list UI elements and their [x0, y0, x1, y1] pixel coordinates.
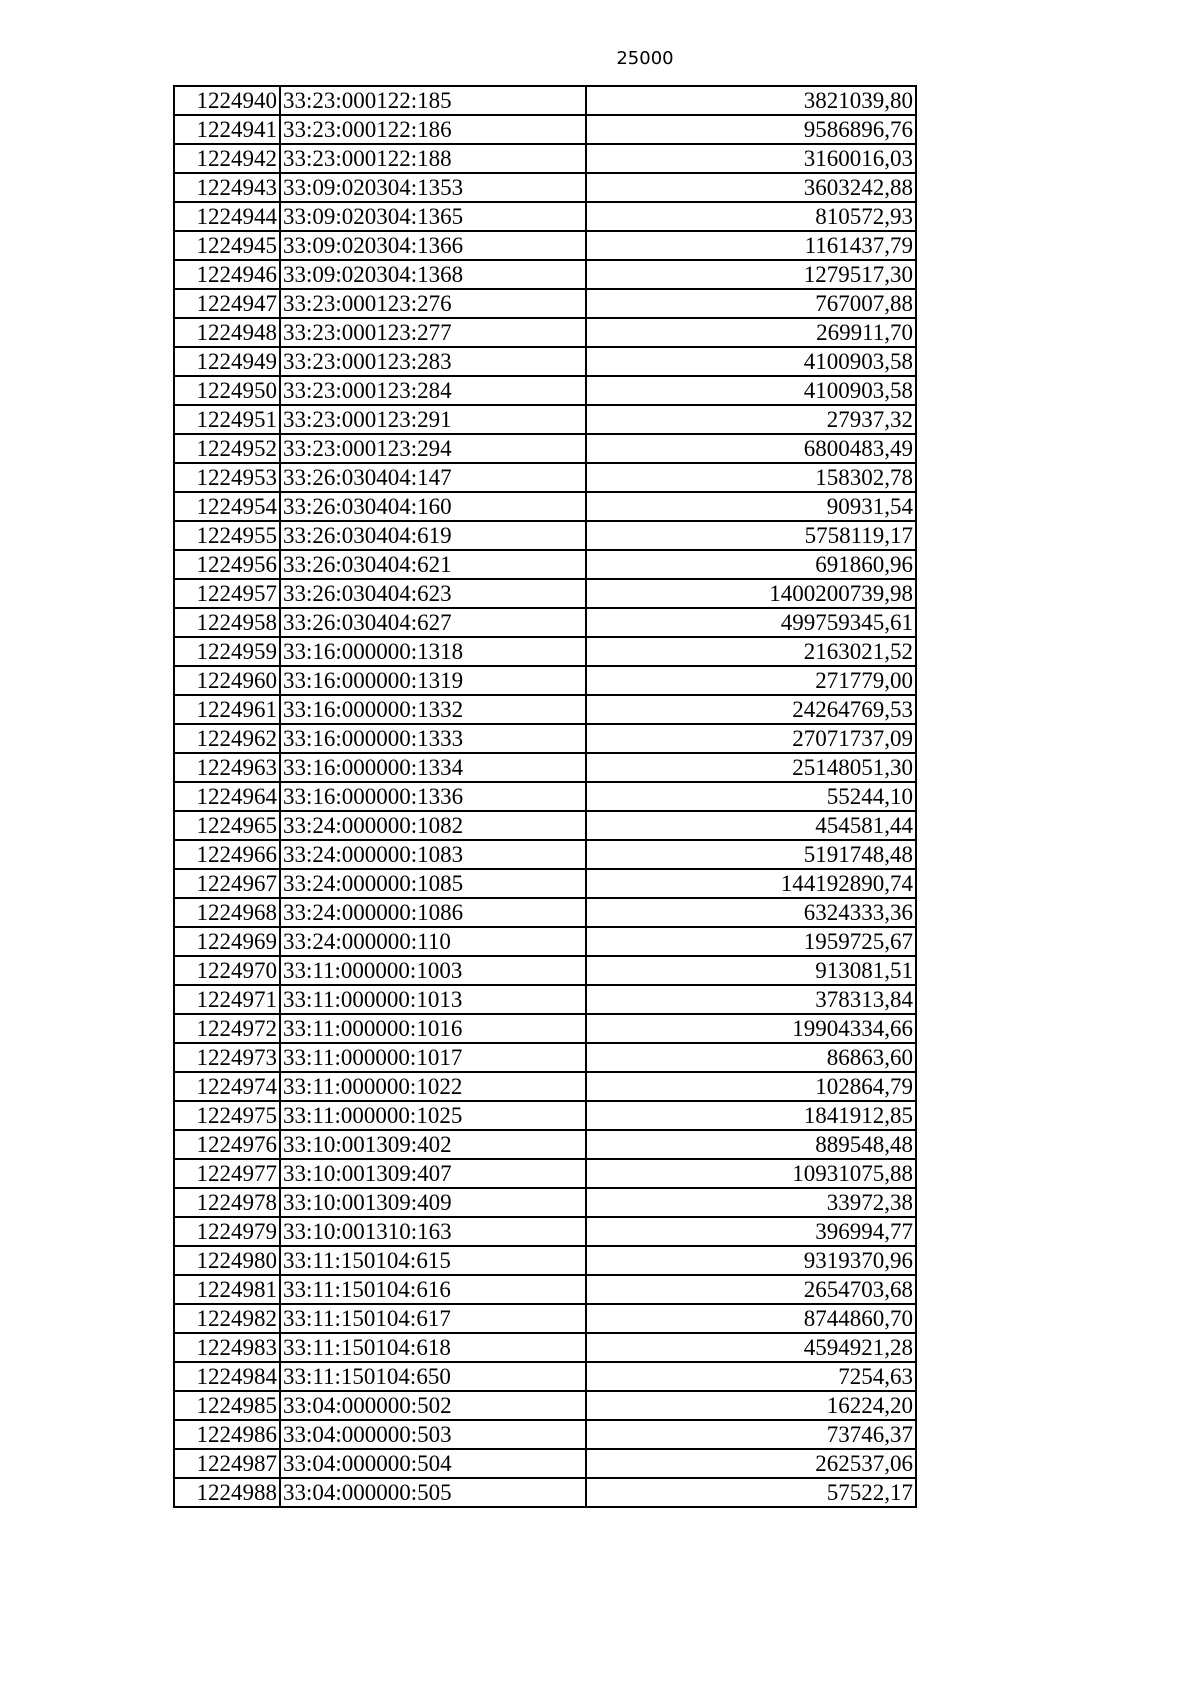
row-number-cell: 1224975: [174, 1101, 280, 1130]
table-row: [174, 869, 916, 898]
cadastral-number-cell: 33:16:000000:1319: [280, 666, 586, 695]
cadastral-number-cell: 33:10:001309:409: [280, 1188, 586, 1217]
cadastral-number-cell: 33:09:020304:1365: [280, 202, 586, 231]
table-row: [174, 637, 916, 666]
cadastral-value-cell: 25148051,30: [586, 753, 916, 782]
table-row: [174, 492, 916, 521]
cadastral-value-cell: 16224,20: [586, 1391, 916, 1420]
cadastral-number-cell: 33:16:000000:1333: [280, 724, 586, 753]
table-row: [174, 898, 916, 927]
table-row: [174, 1188, 916, 1217]
cadastral-number-cell: 33:09:020304:1366: [280, 231, 586, 260]
cadastral-number-cell: 33:04:000000:505: [280, 1478, 586, 1507]
cadastral-value-cell: 4100903,58: [586, 347, 916, 376]
table-row: [174, 1101, 916, 1130]
cadastral-value-cell: 378313,84: [586, 985, 916, 1014]
cadastral-number-cell: 33:11:000000:1016: [280, 1014, 586, 1043]
row-number-cell: 1224983: [174, 1333, 280, 1362]
row-number-cell: 1224979: [174, 1217, 280, 1246]
row-number-cell: 1224953: [174, 463, 280, 492]
cadastral-number-cell: 33:26:030404:619: [280, 521, 586, 550]
cadastral-value-cell: 144192890,74: [586, 869, 916, 898]
row-number-cell: 1224976: [174, 1130, 280, 1159]
row-number-cell: 1224978: [174, 1188, 280, 1217]
table-row: [174, 1275, 916, 1304]
table-row: [174, 289, 916, 318]
cadastral-value-cell: 499759345,61: [586, 608, 916, 637]
cadastral-number-cell: 33:24:000000:1083: [280, 840, 586, 869]
table-row: [174, 1246, 916, 1275]
table-row: [174, 579, 916, 608]
cadastral-number-cell: 33:16:000000:1332: [280, 695, 586, 724]
cadastral-number-cell: 33:23:000123:277: [280, 318, 586, 347]
table-row: [174, 434, 916, 463]
table-row: [174, 1217, 916, 1246]
table-row: [174, 1449, 916, 1478]
table-row: [174, 173, 916, 202]
cadastral-value-table: [173, 85, 917, 1508]
row-number-cell: 1224972: [174, 1014, 280, 1043]
row-number-cell: 1224964: [174, 782, 280, 811]
cadastral-value-cell: 396994,77: [586, 1217, 916, 1246]
table-row: [174, 811, 916, 840]
row-number-cell: 1224960: [174, 666, 280, 695]
table-row: [174, 376, 916, 405]
cadastral-number-cell: 33:23:000122:188: [280, 144, 586, 173]
page-number: 25000: [616, 48, 674, 69]
table-row: [174, 1304, 916, 1333]
row-number-cell: 1224967: [174, 869, 280, 898]
cadastral-value-cell: 889548,48: [586, 1130, 916, 1159]
cadastral-value-cell: 262537,06: [586, 1449, 916, 1478]
row-number-cell: 1224945: [174, 231, 280, 260]
row-number-cell: 1224986: [174, 1420, 280, 1449]
cadastral-value-cell: 691860,96: [586, 550, 916, 579]
cadastral-number-cell: 33:10:001309:402: [280, 1130, 586, 1159]
cadastral-value-cell: 271779,00: [586, 666, 916, 695]
cadastral-value-cell: 6800483,49: [586, 434, 916, 463]
cadastral-number-cell: 33:09:020304:1353: [280, 173, 586, 202]
cadastral-number-cell: 33:23:000123:276: [280, 289, 586, 318]
cadastral-value-cell: 55244,10: [586, 782, 916, 811]
cadastral-number-cell: 33:04:000000:504: [280, 1449, 586, 1478]
cadastral-value-cell: 1959725,67: [586, 927, 916, 956]
cadastral-number-cell: 33:11:150104:615: [280, 1246, 586, 1275]
table-row: [174, 1391, 916, 1420]
cadastral-number-cell: 33:10:001310:163: [280, 1217, 586, 1246]
table-row: [174, 782, 916, 811]
cadastral-number-cell: 33:24:000000:1082: [280, 811, 586, 840]
row-number-cell: 1224974: [174, 1072, 280, 1101]
cadastral-value-cell: 767007,88: [586, 289, 916, 318]
table-row: [174, 985, 916, 1014]
row-number-cell: 1224962: [174, 724, 280, 753]
cadastral-number-cell: 33:11:000000:1025: [280, 1101, 586, 1130]
cadastral-number-cell: 33:11:000000:1013: [280, 985, 586, 1014]
table-row: [174, 144, 916, 173]
cadastral-value-cell: 1161437,79: [586, 231, 916, 260]
row-number-cell: 1224969: [174, 927, 280, 956]
table-row: [174, 521, 916, 550]
cadastral-number-cell: 33:04:000000:502: [280, 1391, 586, 1420]
table-row: [174, 956, 916, 985]
row-number-cell: 1224971: [174, 985, 280, 1014]
cadastral-number-cell: 33:23:000123:291: [280, 405, 586, 434]
row-number-cell: 1224963: [174, 753, 280, 782]
table-row: [174, 1072, 916, 1101]
table-row: [174, 927, 916, 956]
cadastral-number-cell: 33:11:150104:650: [280, 1362, 586, 1391]
row-number-cell: 1224956: [174, 550, 280, 579]
cadastral-number-cell: 33:26:030404:623: [280, 579, 586, 608]
cadastral-value-cell: 86863,60: [586, 1043, 916, 1072]
cadastral-number-cell: 33:26:030404:621: [280, 550, 586, 579]
cadastral-number-cell: 33:23:000123:284: [280, 376, 586, 405]
table-row: [174, 724, 916, 753]
row-number-cell: 1224947: [174, 289, 280, 318]
cadastral-value-cell: 913081,51: [586, 956, 916, 985]
table-row: [174, 260, 916, 289]
cadastral-number-cell: 33:23:000122:186: [280, 115, 586, 144]
table-row: [174, 1478, 916, 1507]
row-number-cell: 1224961: [174, 695, 280, 724]
cadastral-value-cell: 1400200739,98: [586, 579, 916, 608]
row-number-cell: 1224949: [174, 347, 280, 376]
row-number-cell: 1224981: [174, 1275, 280, 1304]
cadastral-value-cell: 810572,93: [586, 202, 916, 231]
row-number-cell: 1224957: [174, 579, 280, 608]
cadastral-value-cell: 1279517,30: [586, 260, 916, 289]
cadastral-value-cell: 4100903,58: [586, 376, 916, 405]
cadastral-number-cell: 33:24:000000:1086: [280, 898, 586, 927]
table-row: [174, 1420, 916, 1449]
cadastral-number-cell: 33:23:000123:283: [280, 347, 586, 376]
cadastral-number-cell: 33:09:020304:1368: [280, 260, 586, 289]
cadastral-value-cell: 9319370,96: [586, 1246, 916, 1275]
row-number-cell: 1224951: [174, 405, 280, 434]
cadastral-number-cell: 33:26:030404:627: [280, 608, 586, 637]
cadastral-number-cell: 33:23:000123:294: [280, 434, 586, 463]
cadastral-value-cell: 27071737,09: [586, 724, 916, 753]
row-number-cell: 1224970: [174, 956, 280, 985]
cadastral-number-cell: 33:11:150104:617: [280, 1304, 586, 1333]
row-number-cell: 1224966: [174, 840, 280, 869]
cadastral-value-cell: 9586896,76: [586, 115, 916, 144]
cadastral-value-cell: 73746,37: [586, 1420, 916, 1449]
row-number-cell: 1224959: [174, 637, 280, 666]
cadastral-value-cell: 5758119,17: [586, 521, 916, 550]
cadastral-value-cell: 4594921,28: [586, 1333, 916, 1362]
cadastral-value-cell: 2163021,52: [586, 637, 916, 666]
table-row: [174, 1159, 916, 1188]
row-number-cell: 1224944: [174, 202, 280, 231]
cadastral-value-cell: 90931,54: [586, 492, 916, 521]
row-number-cell: 1224950: [174, 376, 280, 405]
table-row: [174, 550, 916, 579]
row-number-cell: 1224985: [174, 1391, 280, 1420]
table-row: [174, 695, 916, 724]
cadastral-value-cell: 27937,32: [586, 405, 916, 434]
row-number-cell: 1224952: [174, 434, 280, 463]
cadastral-number-cell: 33:26:030404:160: [280, 492, 586, 521]
row-number-cell: 1224977: [174, 1159, 280, 1188]
row-number-cell: 1224968: [174, 898, 280, 927]
table-row: [174, 86, 916, 115]
row-number-cell: 1224958: [174, 608, 280, 637]
row-number-cell: 1224942: [174, 144, 280, 173]
cadastral-number-cell: 33:11:000000:1003: [280, 956, 586, 985]
row-number-cell: 1224954: [174, 492, 280, 521]
table-row: [174, 1043, 916, 1072]
cadastral-value-cell: 158302,78: [586, 463, 916, 492]
cadastral-number-cell: 33:11:150104:616: [280, 1275, 586, 1304]
cadastral-value-cell: 269911,70: [586, 318, 916, 347]
table-row: [174, 608, 916, 637]
table-row: [174, 231, 916, 260]
table-row: [174, 202, 916, 231]
cadastral-number-cell: 33:16:000000:1318: [280, 637, 586, 666]
table-row: [174, 405, 916, 434]
table-row: [174, 840, 916, 869]
cadastral-value-cell: 6324333,36: [586, 898, 916, 927]
cadastral-number-cell: 33:16:000000:1334: [280, 753, 586, 782]
cadastral-number-cell: 33:24:000000:110: [280, 927, 586, 956]
cadastral-value-cell: 3603242,88: [586, 173, 916, 202]
cadastral-value-cell: 33972,38: [586, 1188, 916, 1217]
table-row: [174, 1014, 916, 1043]
cadastral-value-cell: 24264769,53: [586, 695, 916, 724]
row-number-cell: 1224941: [174, 115, 280, 144]
table-row: [174, 666, 916, 695]
table-row: [174, 115, 916, 144]
cadastral-value-cell: 3160016,03: [586, 144, 916, 173]
table-row: [174, 318, 916, 347]
row-number-cell: 1224943: [174, 173, 280, 202]
table-row: [174, 463, 916, 492]
cadastral-number-cell: 33:11:000000:1022: [280, 1072, 586, 1101]
cadastral-value-cell: 19904334,66: [586, 1014, 916, 1043]
cadastral-value-cell: 57522,17: [586, 1478, 916, 1507]
cadastral-number-cell: 33:04:000000:503: [280, 1420, 586, 1449]
cadastral-value-cell: 10931075,88: [586, 1159, 916, 1188]
cadastral-number-cell: 33:11:000000:1017: [280, 1043, 586, 1072]
row-number-cell: 1224982: [174, 1304, 280, 1333]
cadastral-value-cell: 3821039,80: [586, 86, 916, 115]
row-number-cell: 1224984: [174, 1362, 280, 1391]
cadastral-number-cell: 33:26:030404:147: [280, 463, 586, 492]
row-number-cell: 1224948: [174, 318, 280, 347]
cadastral-value-cell: 7254,63: [586, 1362, 916, 1391]
row-number-cell: 1224988: [174, 1478, 280, 1507]
cadastral-number-cell: 33:11:150104:618: [280, 1333, 586, 1362]
row-number-cell: 1224987: [174, 1449, 280, 1478]
table-row: [174, 753, 916, 782]
row-number-cell: 1224965: [174, 811, 280, 840]
cadastral-number-cell: 33:16:000000:1336: [280, 782, 586, 811]
cadastral-number-cell: 33:10:001309:407: [280, 1159, 586, 1188]
cadastral-value-cell: 1841912,85: [586, 1101, 916, 1130]
cadastral-value-cell: 102864,79: [586, 1072, 916, 1101]
cadastral-number-cell: 33:23:000122:185: [280, 86, 586, 115]
row-number-cell: 1224980: [174, 1246, 280, 1275]
table-row: [174, 1362, 916, 1391]
cadastral-value-cell: 5191748,48: [586, 840, 916, 869]
cadastral-number-cell: 33:24:000000:1085: [280, 869, 586, 898]
row-number-cell: 1224955: [174, 521, 280, 550]
row-number-cell: 1224973: [174, 1043, 280, 1072]
table-row: [174, 1333, 916, 1362]
row-number-cell: 1224946: [174, 260, 280, 289]
row-number-cell: 1224940: [174, 86, 280, 115]
cadastral-value-cell: 2654703,68: [586, 1275, 916, 1304]
cadastral-value-cell: 454581,44: [586, 811, 916, 840]
cadastral-value-cell: 8744860,70: [586, 1304, 916, 1333]
table-row: [174, 1130, 916, 1159]
table-body: [174, 86, 916, 1507]
table-row: [174, 347, 916, 376]
